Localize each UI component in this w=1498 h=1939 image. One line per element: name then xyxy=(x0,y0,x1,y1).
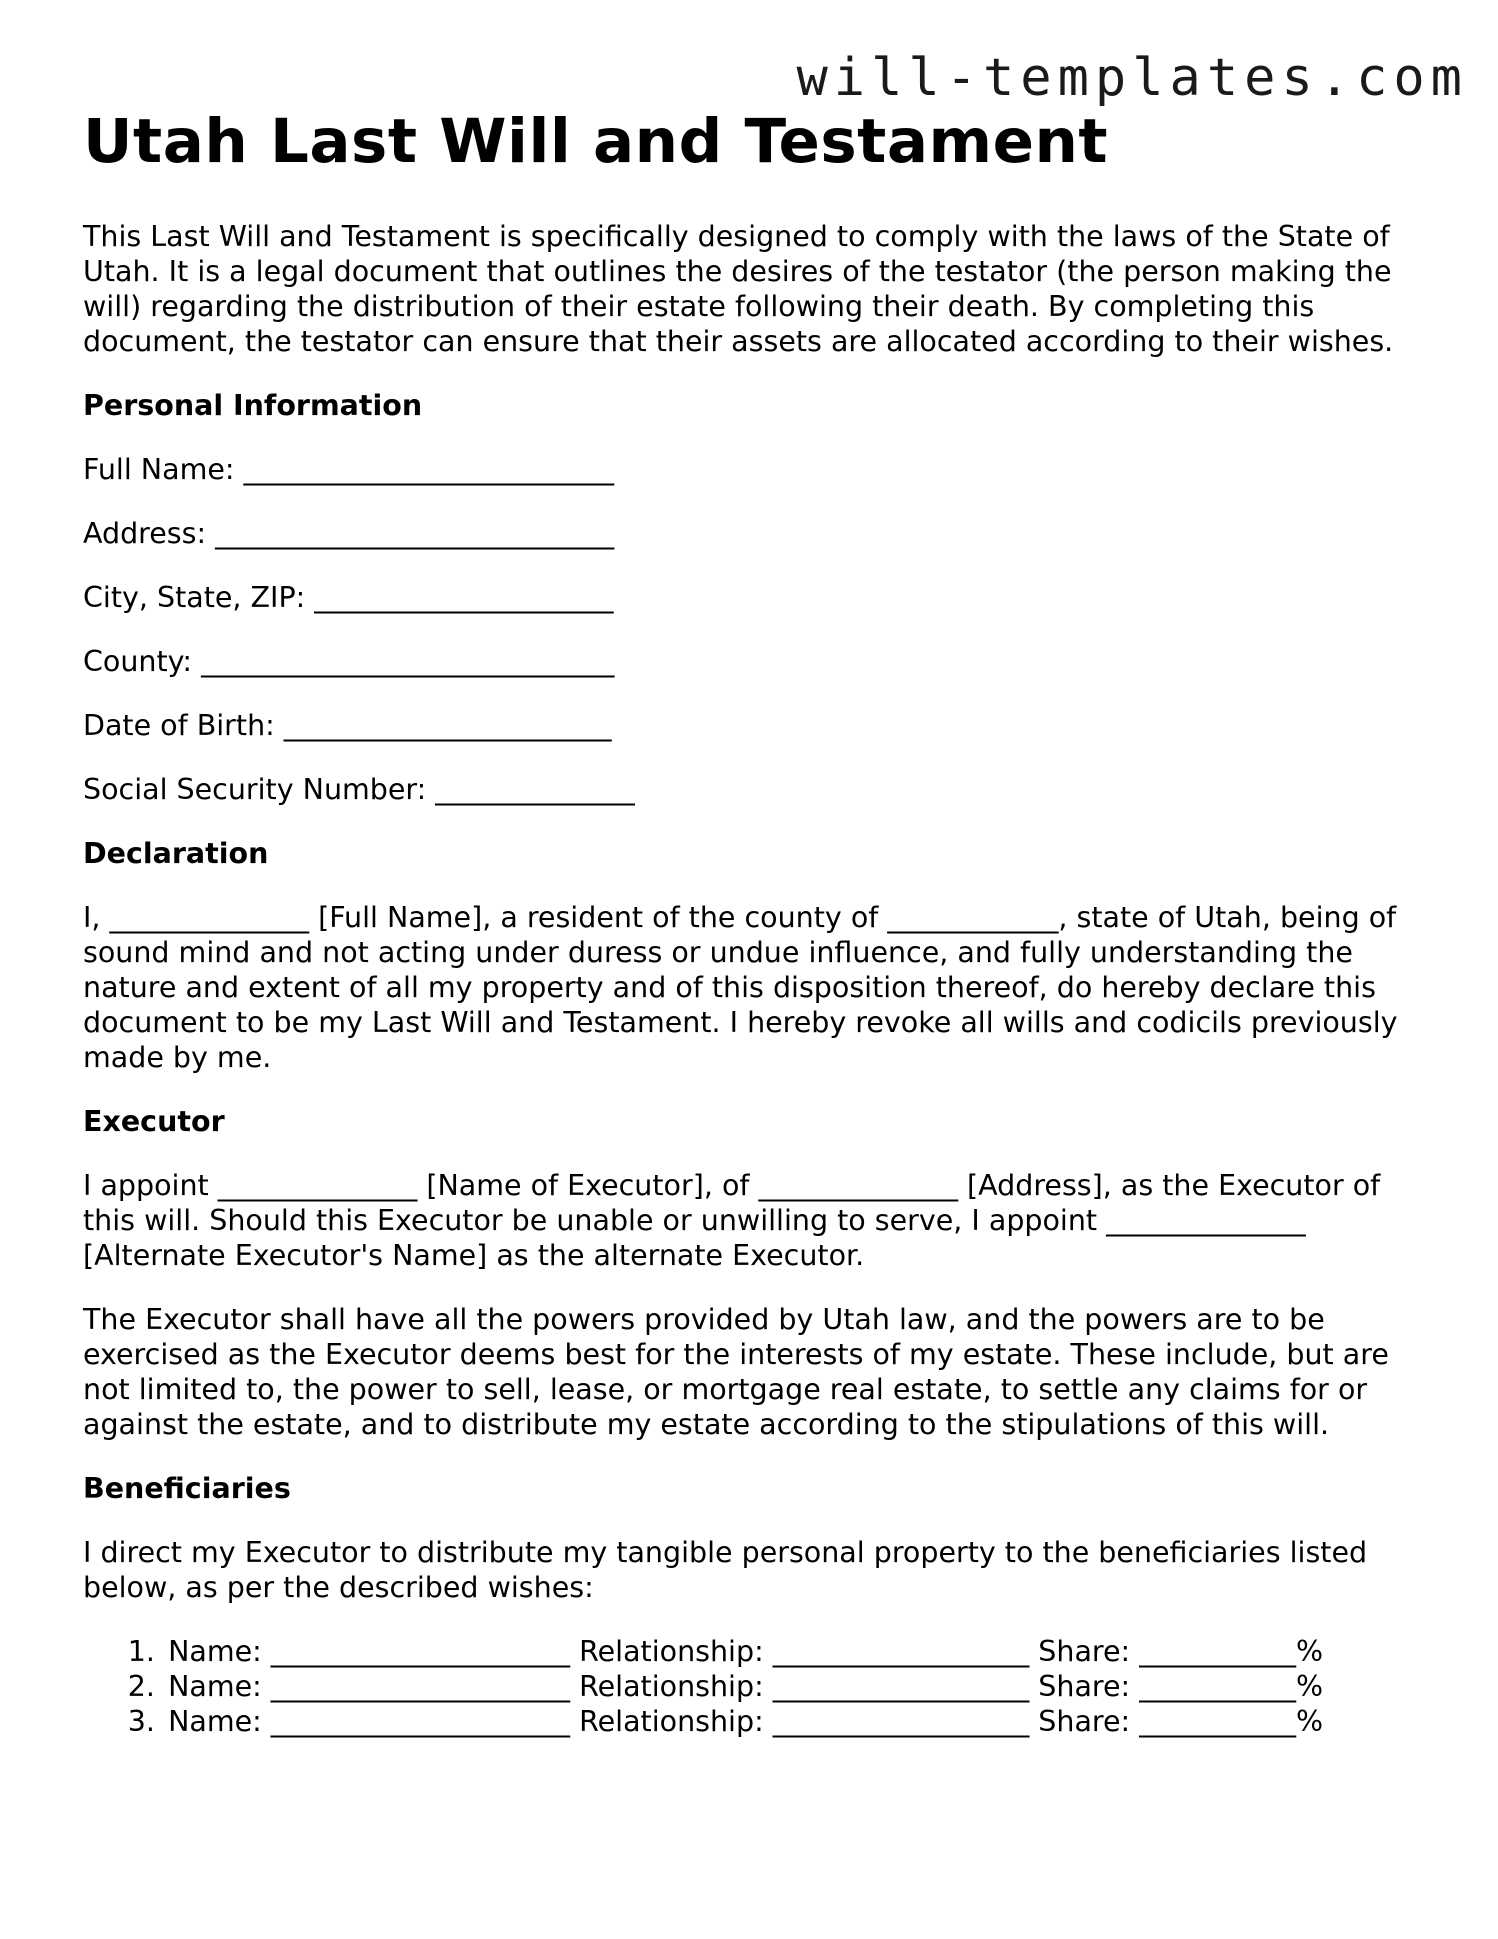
executor-powers-paragraph: The Executor shall have all the powers provided by Utah law, and the powers are to be exercised as the Executor deems best for the interests of my estate. These include, but are not limited to, the power to sell, lease, or mortgage real estate, to settle any claims for or against the estate, and to distribute my estate according to the stipulations of this will. xyxy=(83,1303,1389,1442)
list-number: 3. xyxy=(127,1705,155,1739)
beneficiary-line: Name: _____________________ Relationship: __________________ Share: ___________% xyxy=(168,1670,1324,1704)
page-title: Utah Last Will and Testament xyxy=(83,106,1109,177)
full-name-field[interactable]: Full Name: __________________________ xyxy=(83,453,615,487)
document-page xyxy=(83,108,1423,1739)
beneficiary-item[interactable] xyxy=(120,1669,1423,1704)
list-number: 2. xyxy=(127,1670,155,1704)
beneficiary-item[interactable] xyxy=(120,1704,1423,1739)
declaration-heading: Declaration xyxy=(83,837,269,871)
beneficiary-list xyxy=(83,1634,1423,1739)
executor-appoint-paragraph: I appoint ______________ [Name of Executor], of ______________ [Address], as the Executor of this will. Should this Executor be unable or unwilling to serve, I appoint ______________ [Alternate Executor's Name] as the alternate Executor. xyxy=(83,1169,1381,1273)
declaration-paragraph: I, ______________ [Full Name], a resident of the county of ____________, state of Utah, being of sound mind and not acting under duress or undue influence, and fully understanding the nature and extent of all my property and of this disposition thereof, do hereby declare this document to be my Last Will and Testament. I hereby revoke all wills and codicils previously made by me. xyxy=(83,901,1398,1075)
executor-heading: Executor xyxy=(83,1105,225,1139)
county-field[interactable]: County: _____________________________ xyxy=(83,645,615,679)
site-watermark: will-templates.com xyxy=(796,48,1468,108)
intro-paragraph: This Last Will and Testament is specifically designed to comply with the laws of the State of Utah. It is a legal document that outlines the desires of the testator (the person making the will) regarding the distribution of their estate following their death. By completing this document, the testator can ensure that their assets are allocated according to their wishes. xyxy=(83,220,1394,359)
address-field[interactable]: Address: ____________________________ xyxy=(83,517,615,551)
personal-info-heading: Personal Information xyxy=(83,389,423,423)
beneficiary-item[interactable] xyxy=(120,1634,1423,1669)
ssn-field[interactable]: Social Security Number: ______________ xyxy=(83,773,635,807)
beneficiary-line: Name: _____________________ Relationship: __________________ Share: ___________% xyxy=(168,1705,1324,1739)
city-state-zip-field[interactable]: City, State, ZIP: _____________________ xyxy=(83,581,614,615)
beneficiaries-heading: Beneficiaries xyxy=(83,1472,291,1506)
beneficiary-line: Name: _____________________ Relationship: __________________ Share: ___________% xyxy=(168,1635,1324,1669)
beneficiaries-paragraph: I direct my Executor to distribute my tangible personal property to the beneficiaries listed below, as per the described wishes: xyxy=(83,1536,1368,1605)
list-number: 1. xyxy=(127,1635,155,1669)
date-of-birth-field[interactable]: Date of Birth: _______________________ xyxy=(83,709,612,743)
